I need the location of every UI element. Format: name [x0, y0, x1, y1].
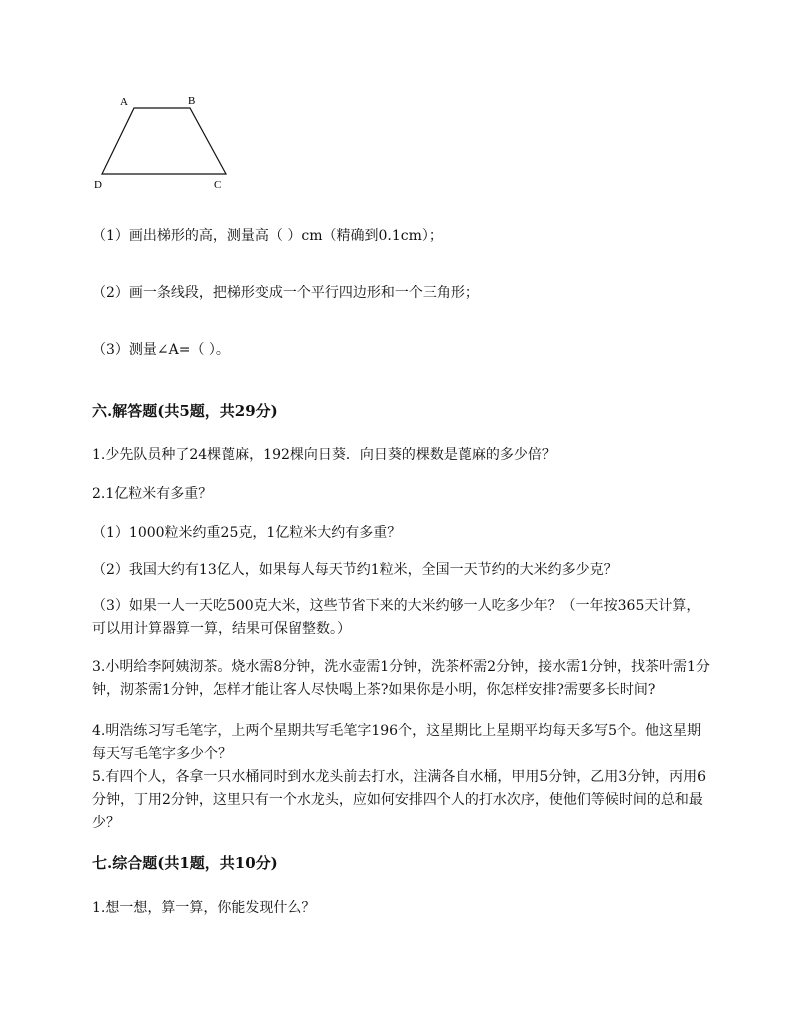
problem-7-1: 1.想一想，算一算，你能发现什么？	[92, 900, 316, 916]
question-5-sub-3: （3）测量∠A=（ ）。	[92, 342, 230, 358]
trapezoid-shape	[102, 108, 226, 174]
problem-6-2-sub-1: （1）1000粒米约重25克，1亿粒米大约有多重？	[92, 525, 402, 541]
problem-6-3: 3.小明给李阿姨沏茶。烧水需8分钟，洗水壶需1分钟，洗茶杯需2分钟，接水需1分钟，找茶叶需1分钟，沏茶需1分钟，怎样才能让客人尽快喝上茶?如果你是小明，你怎样安排?需要多长时间?	[92, 659, 710, 698]
problem-6-1: 1.少先队员种了24棵蓖麻，192棵向日葵．向日葵的棵数是蓖麻的多少倍？	[92, 447, 556, 463]
problem-6-5: 5.有四个人，各拿一只水桶同时到水龙头前去打水，注满各自水桶，甲用5分钟，乙用3分钟，丙用6分钟，丁用2分钟，这里只有一个水龙头，应如何安排四个人的打水次序，使他们等候时间的总和最少？	[92, 769, 707, 831]
vertex-label-d: D	[94, 179, 102, 191]
problem-6-4: 4.明浩练习写毛笔字，上两个星期共写毛笔字196个，这星期比上星期平均每天多写5个。他这星期每天写毛笔字多少个？	[92, 723, 701, 762]
vertex-label-c: C	[214, 179, 222, 191]
problem-6-2: 2.1亿粒米有多重？	[92, 486, 213, 502]
trapezoid-diagram	[92, 90, 242, 200]
vertex-label-a: A	[120, 96, 128, 108]
problem-6-2-sub-2: （2）我国大约有13亿人，如果每人每天节约1粒米，全国一天节约的大米约多少克？	[92, 562, 618, 578]
section-6-title: 六.解答题(共5题，共29分)	[92, 402, 278, 420]
question-5-sub-2: （2）画一条线段，把梯形变成一个平行四边形和一个三角形；	[92, 285, 479, 301]
problem-6-2-sub-3: （3）如果一人一天吃500克大米，这些节省下来的大米约够一人吃多少年？（一年按365天计算，可以用计算器算一算，结果可保留整数。）	[92, 598, 701, 637]
section-7-title: 七.综合题(共1题，共10分)	[92, 854, 278, 872]
trapezoid-figure	[92, 90, 242, 200]
question-5-sub-1: （1）画出梯形的高，测量高（ ）cm（精确到0.1cm）；	[92, 228, 443, 244]
vertex-label-b: B	[188, 95, 196, 107]
